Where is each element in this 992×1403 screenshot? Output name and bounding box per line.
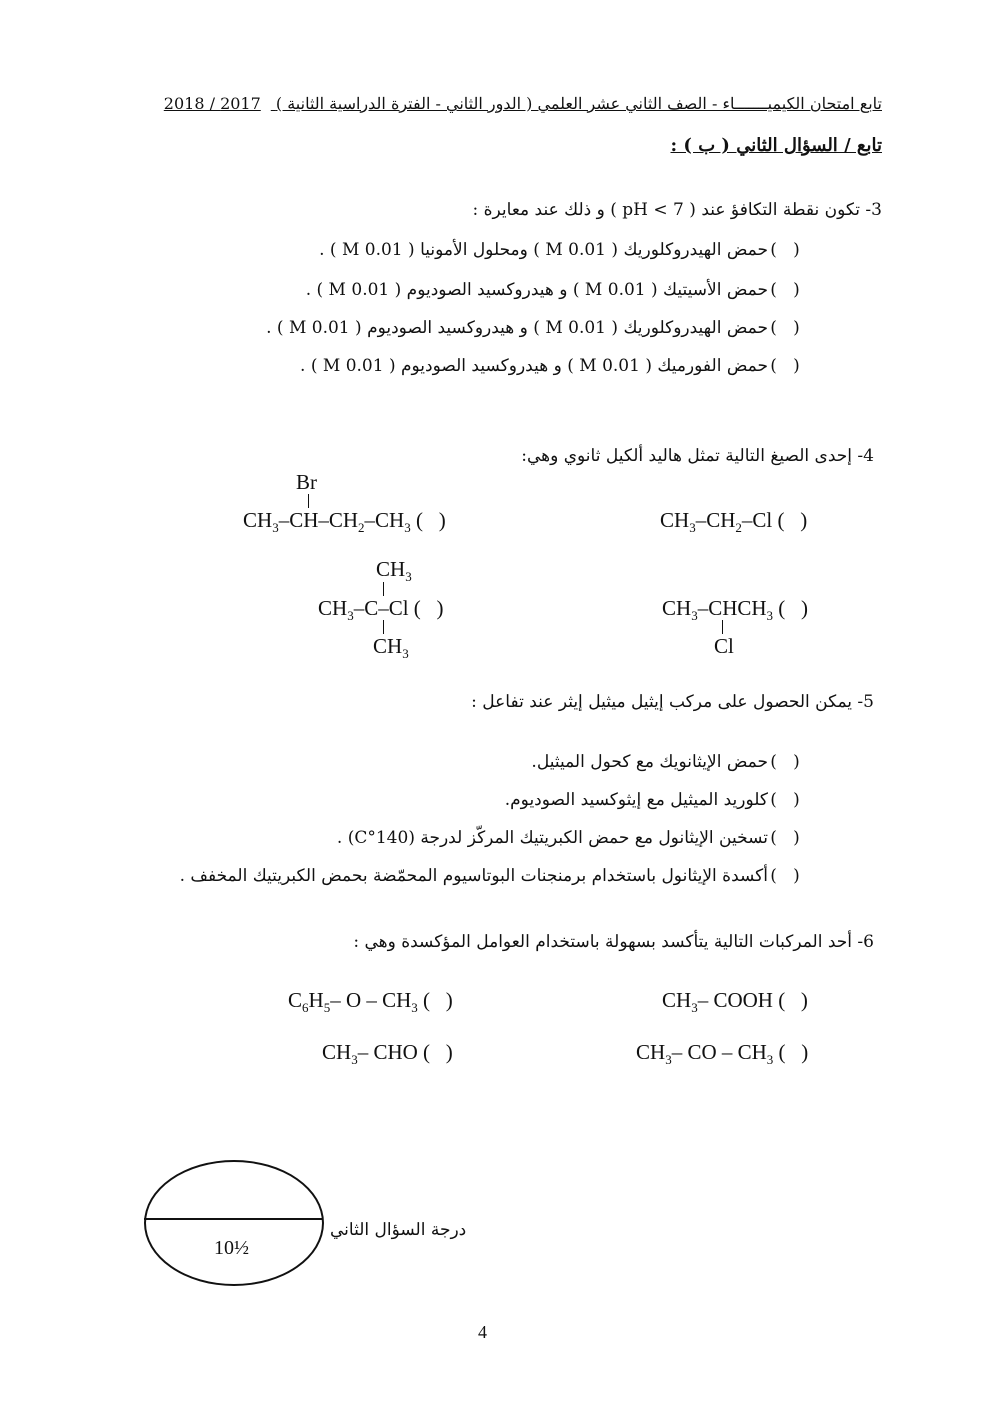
q4-ch3-top: $CH_3$: [376, 557, 412, 585]
q6-option-ether[interactable]: $C_6H_5-$ O – $CH_3$ ( ): [288, 988, 453, 1016]
q5-option-1[interactable]: ( )حمض الإيثانويك مع كحول الميثيل.: [531, 752, 800, 772]
q3-option-2[interactable]: ( )حمض الأسيتيك ( 0.01 M ) و هيدروكسيد الصوديوم ( 0.01 M ) .: [305, 280, 800, 300]
q3-option-4[interactable]: ( )حمض الفورميك ( 0.01 M ) و هيدروكسيد الصوديوم ( 0.01 M ) .: [300, 356, 800, 376]
q4-bond-line: [722, 620, 723, 634]
q4-bond-line: [383, 620, 384, 634]
q4-option-bromo[interactable]: $CH_3-CH-CH_2-CH_3$ ( ): [243, 508, 446, 536]
q4-option-secondary[interactable]: $CH_3-CHCH_3$ ( ): [662, 596, 809, 624]
q5-option-3[interactable]: ( )تسخين الإيثانول مع حمض الكبريتيك المركّز لدرجة (140°C) .: [336, 828, 800, 848]
question-6: 6- أحد المركبات التالية يتأكسد بسهولة باستخدام العوامل المؤكسدة وهي :: [353, 932, 874, 952]
page-number: 4: [478, 1322, 487, 1342]
q4-bond-line: [308, 494, 309, 508]
grade-value: 10½: [214, 1237, 249, 1259]
exam-header: [122, 94, 882, 113]
q3-option-3[interactable]: ( )حمض الهيدروكلوريك ( 0.01 M ) و هيدروكسيد الصوديوم ( 0.01 M ) .: [266, 318, 800, 338]
q4-ch3-bottom: $CH_3$: [373, 634, 409, 662]
q3-option-1[interactable]: ( )حمض الهيدروكلوريك ( 0.01 M ) ومحلول الأمونيا ( 0.01 M ) .: [319, 240, 800, 260]
exam-title: تابع امتحان الكيميـــــــاء - الصف الثاني عشر العلمي ( الدور الثاني - الفترة الدراسية الثانية ): [275, 94, 882, 113]
q4-bond-line: [383, 582, 384, 596]
q4-cl-label: Cl: [714, 634, 734, 658]
q4-bromo-label: Br: [296, 470, 317, 494]
exam-year: 2017 / 2018: [163, 94, 261, 113]
section-subheading: تابع / السؤال الثاني ( ب ) :: [670, 135, 882, 156]
q6-option-acetic-acid[interactable]: $CH_3-$ COOH ( ): [662, 988, 808, 1016]
q6-option-ketone[interactable]: $CH_3-$ CO – $CH_3$ ( ): [636, 1040, 809, 1068]
grade-divider: [144, 1218, 322, 1220]
question-5: 5- يمكن الحصول على مركب إيثيل ميثيل إيثر عند تفاعل :: [471, 692, 874, 712]
question-3: 3- تكون نقطة التكافؤ عند ( pH < 7 ) و ذلك عند معايرة :: [472, 200, 882, 220]
q4-option-chloroethane[interactable]: $CH_3-CH_2-Cl$ ( ): [660, 508, 808, 536]
q4-option-tertiary[interactable]: $CH_3-C-Cl$ ( ): [318, 596, 444, 624]
q6-option-aldehyde[interactable]: $CH_3-$ CHO ( ): [322, 1040, 453, 1068]
grade-label: درجة السؤال الثاني: [330, 1220, 467, 1240]
grade-ellipse: [144, 1160, 324, 1286]
q5-option-2[interactable]: ( )كلوريد الميثيل مع إيثوكسيد الصوديوم.: [504, 790, 800, 810]
q5-option-4[interactable]: ( )أكسدة الإيثانول باستخدام برمنجنات البوتاسيوم المحمّضة بحمض الكبريتيك المخفف .: [179, 866, 800, 886]
question-4: 4- إحدى الصيغ التالية تمثل هاليد ألكيل ثانوي وهي:: [521, 446, 874, 466]
